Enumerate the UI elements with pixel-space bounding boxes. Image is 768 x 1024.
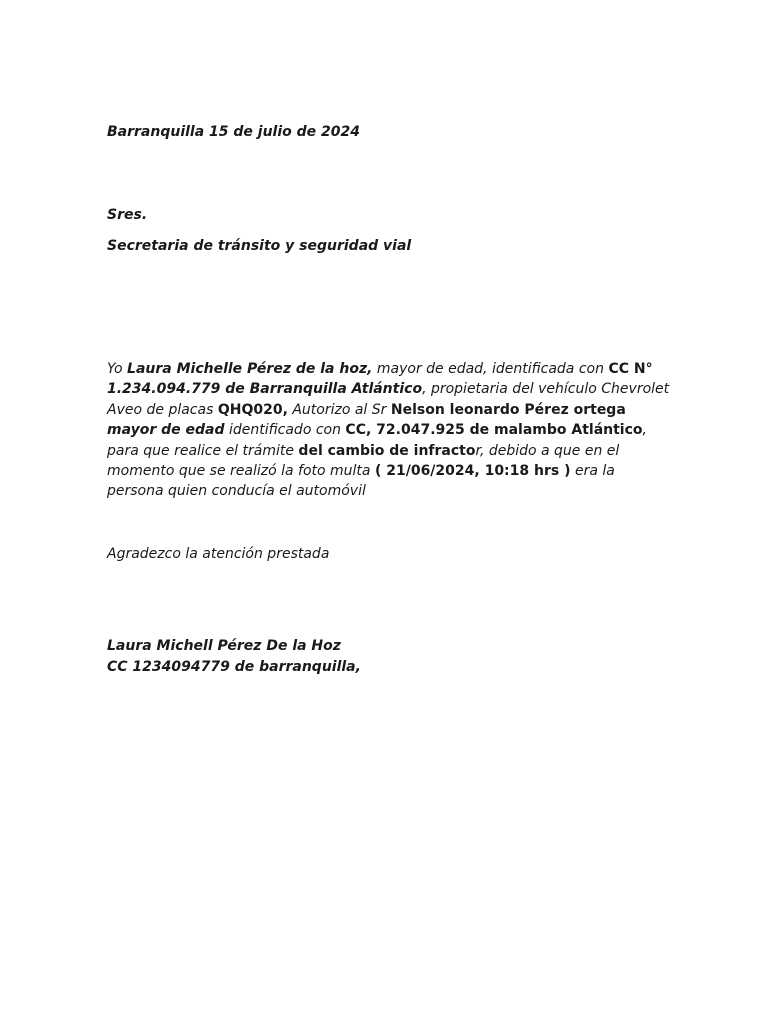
- body-line-5: [107, 441, 667, 461]
- body-text: para que realice el trámite: [107, 442, 299, 459]
- body-text: Aveo de placas: [107, 401, 218, 418]
- body-text: , propietaria del vehículo Chevrolet: [422, 381, 670, 398]
- body-line-4: [107, 420, 667, 440]
- authorized-id: CC, 72.047.925 de malambo Atlántico: [345, 422, 643, 439]
- body-text: identificado con: [224, 422, 346, 439]
- body-text: ,: [642, 422, 647, 439]
- body-line-3: [107, 400, 667, 420]
- body-text: mayor de edad, identificada con: [372, 361, 609, 377]
- salutation: Sres.: [107, 207, 148, 223]
- signature-name: Laura Michell Pérez De la Hoz: [107, 638, 341, 654]
- body-line-2: [107, 379, 670, 399]
- recipient-line: Secretaria de tránsito y seguridad vial: [107, 238, 412, 254]
- authorized-name: Nelson leonardo Pérez ortega: [390, 401, 626, 418]
- body-line-7: persona quien conducía el automóvil: [107, 483, 366, 500]
- procedure-name: del cambio de infracto: [298, 442, 476, 459]
- signature-id: CC 1234094779 de barranquilla,: [107, 659, 361, 675]
- letter-body: [107, 359, 670, 502]
- plate-number: QHQ020,: [217, 401, 288, 418]
- body-line-1: [107, 359, 667, 379]
- body-text: Autorizo al Sr: [287, 401, 391, 418]
- infraction-datetime: ( 21/06/2024, 10:18 hrs ): [374, 463, 571, 480]
- body-line-6: [107, 461, 667, 481]
- thanks-line: Agradezco la atención prestada: [107, 546, 330, 562]
- owner-id: 1.234.094.779 de Barranquilla Atlántico: [107, 381, 423, 398]
- body-text: Yo: [107, 361, 128, 377]
- body-emphasis: mayor de edad: [107, 422, 225, 439]
- body-text: momento que se realizó la foto multa: [107, 463, 375, 480]
- date-line: Barranquilla 15 de julio de 2024: [107, 124, 361, 140]
- body-text: era la: [570, 463, 615, 480]
- owner-name: Laura Michelle Pérez de la hoz,: [127, 361, 373, 377]
- body-text: r, debido a que en el: [475, 442, 620, 459]
- id-label: CC N°: [608, 361, 653, 377]
